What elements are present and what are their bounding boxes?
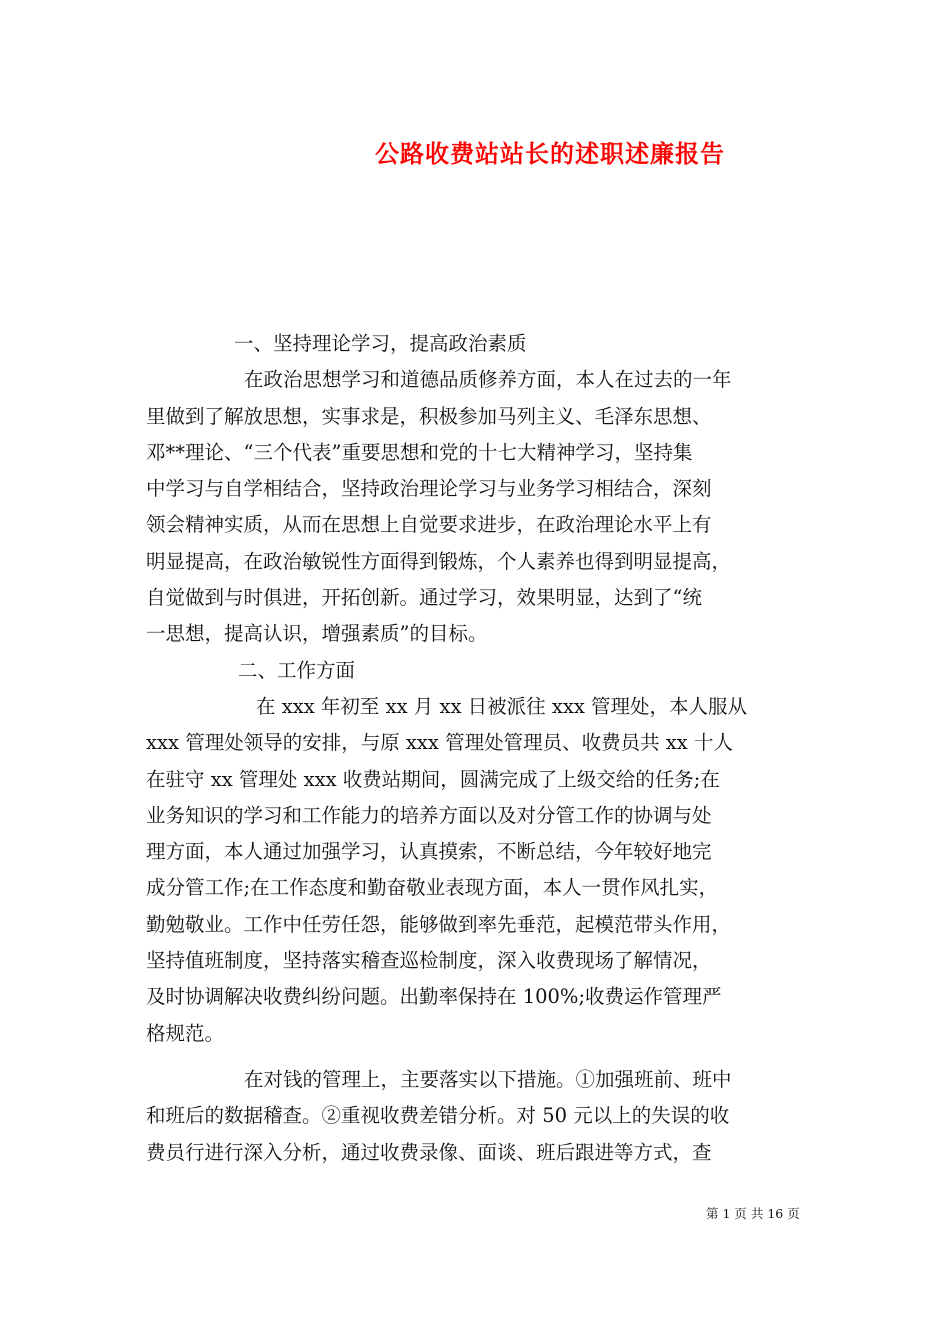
paragraph-line: 在政治思想学习和道德品质修养方面，本人在过去的一年 <box>244 368 732 392</box>
document-body <box>146 326 826 1171</box>
paragraph-line: 和班后的数据稽查。②重视收费差错分析。对 50 元以上的失误的收 <box>146 1104 730 1128</box>
paragraph-line: 领会精神实质，从而在思想上自觉要求进步，在政治理论水平上有 <box>146 513 712 537</box>
paragraph-line: 明显提高，在政治敏锐性方面得到锻炼，个人素养也得到明显提高， <box>146 549 732 573</box>
paragraph-line: 勤勉敬业。工作中任劳任怨，能够做到率先垂范，起模范带头作用， <box>146 912 732 936</box>
paragraph-line: 格规范。 <box>146 1021 225 1045</box>
paragraph-gap <box>146 1052 826 1062</box>
document-title: 公路收费站站长的述职述廉报告 <box>375 139 725 168</box>
paragraph-line: 自觉做到与时俱进，开拓创新。通过学习，效果明显，达到了“统 <box>146 586 702 610</box>
paragraph-line: 中学习与自学相结合，坚持政治理论学习与业务学习相结合，深刻 <box>146 477 712 501</box>
paragraph-line: 坚持值班制度，坚持落实稽查巡检制度，深入收费现场了解情况， <box>146 949 712 973</box>
section-heading-2: 二、工作方面 <box>238 658 356 682</box>
page-number-footer: 第 1 页 共 16 页 <box>706 1206 800 1221</box>
paragraph-line: 业务知识的学习和工作能力的培养方面以及对分管工作的协调与处 <box>146 803 712 827</box>
paragraph-line: 一思想，提高认识，增强素质”的目标。 <box>146 622 488 646</box>
paragraph-line: 理方面，本人通过加强学习，认真摸索，不断总结，今年较好地完 <box>146 840 712 864</box>
paragraph-line: 及时协调解决收费纠纷问题。出勤率保持在 100%;收费运作管理严 <box>146 985 722 1009</box>
section-heading-1: 一、坚持理论学习，提高政治素质 <box>234 332 527 355</box>
paragraph-line: 邓**理论、“三个代表”重要思想和党的十七大精神学习，坚持集 <box>146 440 693 464</box>
paragraph-line: 在 xxx 年初至 xx 月 xx 日被派往 xxx 管理处，本人服从 <box>256 694 748 718</box>
paragraph-line: 在驻守 xx 管理处 xxx 收费站期间，圆满完成了上级交给的任务;在 <box>146 767 720 791</box>
paragraph-line: 成分管工作;在工作态度和勤奋敬业表现方面，本人一贯作风扎实， <box>146 876 719 900</box>
paragraph-line: 费员行进行深入分析，通过收费录像、面谈、班后跟进等方式，查 <box>146 1140 712 1164</box>
paragraph-line: xxx 管理处领导的安排，与原 xxx 管理处管理员、收费员共 xx 十人 <box>146 731 733 755</box>
paragraph-line: 里做到了解放思想，实事求是，积极参加马列主义、毛泽东思想、 <box>146 404 712 428</box>
paragraph-line: 在对钱的管理上，主要落实以下措施。①加强班前、班中 <box>244 1067 732 1091</box>
